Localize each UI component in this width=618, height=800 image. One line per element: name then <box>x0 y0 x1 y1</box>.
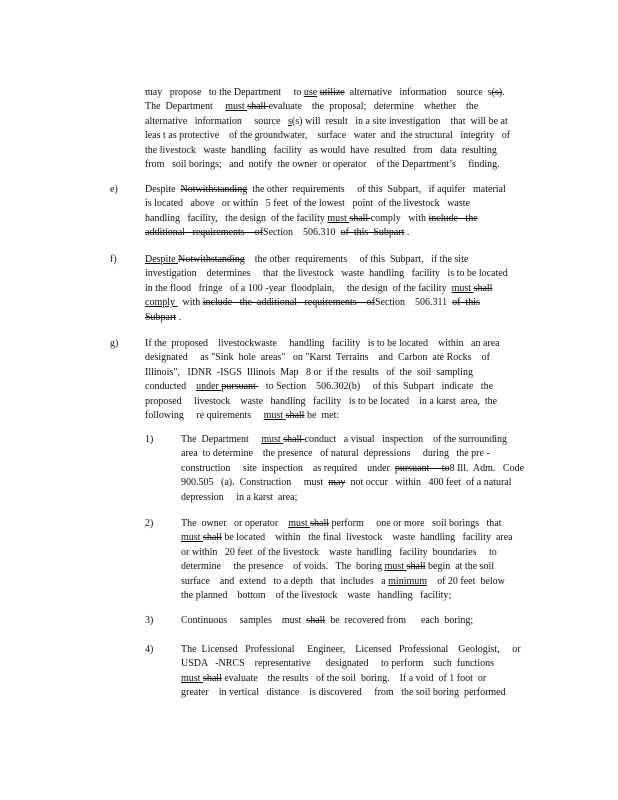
text-line <box>145 115 508 128</box>
text-run: area to determine the presence of natural depressions during the pre - <box>181 448 490 460</box>
text-line <box>145 267 508 280</box>
text-line <box>145 351 490 364</box>
text-run: Continuous samples must <box>181 615 307 626</box>
text-line <box>181 531 513 544</box>
text-line <box>145 86 505 99</box>
text-run: depression in a karst area; <box>181 491 298 503</box>
deleted-text: Notwithstanding <box>180 184 248 195</box>
item-label: e) <box>110 184 118 195</box>
subitem-label: 4) <box>145 644 154 655</box>
text-run: the other requirements of this Subpart, if aquifer material <box>247 184 506 195</box>
text-line <box>181 462 524 475</box>
text-run: the livestock waste handling facility as would have resulted from data resulting <box>145 144 497 156</box>
text-run: conducted <box>145 381 197 393</box>
text-run: the planned bottom of the livestock waste handling facility; <box>181 590 452 601</box>
deleted-text: include the <box>428 212 478 224</box>
text-run: The Department <box>145 101 226 113</box>
inserted-text: under <box>196 381 222 393</box>
deleted-text: shall <box>202 672 222 684</box>
text-line <box>181 657 494 670</box>
text-run: The owner or operator <box>181 518 289 529</box>
text-run: investigation determines that the livestock waste handling facility is to be located <box>145 268 508 280</box>
inserted-text: s <box>288 115 292 127</box>
text-line <box>145 337 500 350</box>
text-run: begin at the soil <box>425 561 495 573</box>
text-line <box>181 672 486 685</box>
text-run: determine the presence of voids. The boring <box>181 561 385 573</box>
text-run: be recovered from each boring; <box>325 615 474 626</box>
deleted-text: shall <box>349 212 371 224</box>
deleted-text: shall <box>310 518 330 529</box>
text-line <box>181 614 473 627</box>
text-run: Section 506.310 <box>263 227 341 239</box>
deleted-text: shall <box>202 532 222 544</box>
text-run: evaluate the results of the soil boring. If a void of 1 foot or <box>221 672 487 684</box>
text-line <box>181 447 490 460</box>
text-run: leas t as protective of the groundwater, surface water and the structural integrity of <box>145 130 511 142</box>
inserted-text: must <box>288 518 311 529</box>
text-run: Section 506.311 <box>374 297 453 309</box>
text-run: Illinois", IDNR -ISGS Illinois Map 8 or if the results of the soil sampling <box>145 366 473 378</box>
text-run: proposed livestock waste handling facility is to be located in a karst area, the <box>145 395 498 407</box>
text-line <box>145 183 506 196</box>
text-line <box>145 380 493 393</box>
deleted-text: utilize <box>319 87 345 98</box>
text-run: . <box>176 311 182 323</box>
deleted-text: shall <box>406 561 426 573</box>
inserted-text: must <box>181 532 203 544</box>
text-line <box>181 491 297 504</box>
text-line <box>145 197 470 210</box>
deleted-text: additional requirements of <box>145 227 264 239</box>
text-line <box>145 366 473 379</box>
text-line <box>145 395 497 408</box>
text-run: comply with <box>370 212 429 224</box>
text-line <box>181 517 502 530</box>
deleted-text: shall <box>283 434 305 445</box>
text-run: The Licensed Professional Engineer, Licensed Professional Geologist, or <box>181 644 521 655</box>
text-run: from soil borings; and notify the owner or operator of the Department’s finding. <box>145 159 500 170</box>
deleted-text: pursuant <box>221 381 259 393</box>
text-line <box>145 296 480 309</box>
text-run: designated as "Sink hole areas" on "Karst Terrains and Carbon ate Rocks of <box>145 352 490 364</box>
text-line <box>181 476 512 489</box>
text-run: to Section 506.302(b) of this Subpart indicate the <box>258 381 494 393</box>
text-run: not occur within 400 feet of a natural <box>345 477 512 489</box>
deleted-text: of this Subpart <box>340 227 405 239</box>
deleted-text: shall <box>473 282 493 294</box>
inserted-text: minimum <box>388 575 428 587</box>
text-run: conduct a visual inspection of the surrounding <box>304 434 508 445</box>
text-line <box>145 409 339 422</box>
deleted-text: include the additional requirements of <box>202 297 375 309</box>
text-run: evaluate the proposal; determine whether the <box>268 101 479 113</box>
text-line <box>145 100 478 113</box>
text-run: alternative information source s <box>344 87 492 98</box>
text-line <box>181 589 451 602</box>
inserted-text: must <box>261 434 284 445</box>
text-run: following re quirements <box>145 410 264 421</box>
text-line <box>181 433 507 446</box>
subitem-label: 2) <box>145 518 154 529</box>
deleted-text: of this <box>452 297 480 309</box>
inserted-text: must <box>327 212 350 224</box>
text-run: handling facility, the design of the facility <box>145 212 328 224</box>
text-line <box>181 546 497 559</box>
text-run: If the proposed livestockwaste handling facility is to be located within an area <box>145 338 500 349</box>
text-line <box>145 144 497 157</box>
inserted-text: Despite <box>145 254 179 265</box>
text-run: 900.505 (a). Construction must <box>181 477 329 489</box>
text-run: greater in vertical distance is discovered from the soil boring performed <box>181 687 506 699</box>
text-line <box>145 253 468 266</box>
text-line <box>145 311 181 324</box>
text-line <box>145 212 478 225</box>
text-line <box>181 560 494 573</box>
inserted-text: use <box>303 87 318 98</box>
deleted-text: Notwithstanding <box>178 254 245 265</box>
text-run: surface and extend to a depth that includes a <box>181 575 389 587</box>
text-line <box>145 129 510 142</box>
item-label: f) <box>110 254 117 265</box>
inserted-text: must <box>451 282 474 294</box>
text-run: the other requirements of this Subpart, if the site <box>244 254 469 265</box>
text-run: or within 20 feet of the livestock waste handling facility boundaries to <box>181 546 497 558</box>
text-line <box>181 686 506 699</box>
subitem-label: 3) <box>145 615 154 626</box>
text-run: of 20 feet below <box>427 575 505 587</box>
text-line <box>181 643 521 656</box>
text-run: 8 Ill. Adm. Code <box>449 462 525 474</box>
inserted-text: must <box>225 101 248 113</box>
subitem-label: 1) <box>145 434 154 445</box>
inserted-text: must <box>181 672 203 684</box>
text-line <box>145 158 500 171</box>
deleted-text: shall <box>306 615 326 626</box>
text-run: be located within the final livestock waste handling facility area <box>221 532 513 544</box>
text-run: The Department <box>181 434 262 445</box>
inserted-text: comply <box>145 297 178 309</box>
text-run: Despite <box>145 184 181 195</box>
inserted-text: must <box>384 561 407 573</box>
text-run: construction site inspection as required under <box>181 462 395 474</box>
text-run: . <box>502 87 505 98</box>
deleted-text: shall <box>285 410 305 421</box>
deleted-text: Subpart <box>145 311 177 323</box>
text-run: may propose to the Department to <box>145 87 304 98</box>
text-run: (s) will result in a site investigation that will be at <box>291 115 508 127</box>
text-run: with <box>177 297 203 309</box>
deleted-text: (s) <box>491 87 503 98</box>
text-run: alternative information source <box>145 115 289 127</box>
deleted-text: pursuant to <box>394 462 450 474</box>
text-line <box>145 226 409 239</box>
text-run: is located above or within 5 feet of the lowest point of the livestock waste <box>145 198 470 210</box>
deleted-text: may <box>328 477 346 489</box>
text-run: be met: <box>304 410 340 421</box>
deleted-text: shall <box>247 101 269 113</box>
text-run: in the flood fringe of a 100 -year floodplain, the design of the facility <box>145 282 452 294</box>
text-run: . <box>404 227 410 239</box>
text-run: perform one or more soil borings that <box>329 518 502 529</box>
item-label: g) <box>110 338 119 349</box>
text-line <box>145 282 492 295</box>
inserted-text: must <box>263 410 286 421</box>
text-run: USDA -NRCS representative designated to perform such functions <box>181 658 495 670</box>
text-line <box>181 575 505 588</box>
